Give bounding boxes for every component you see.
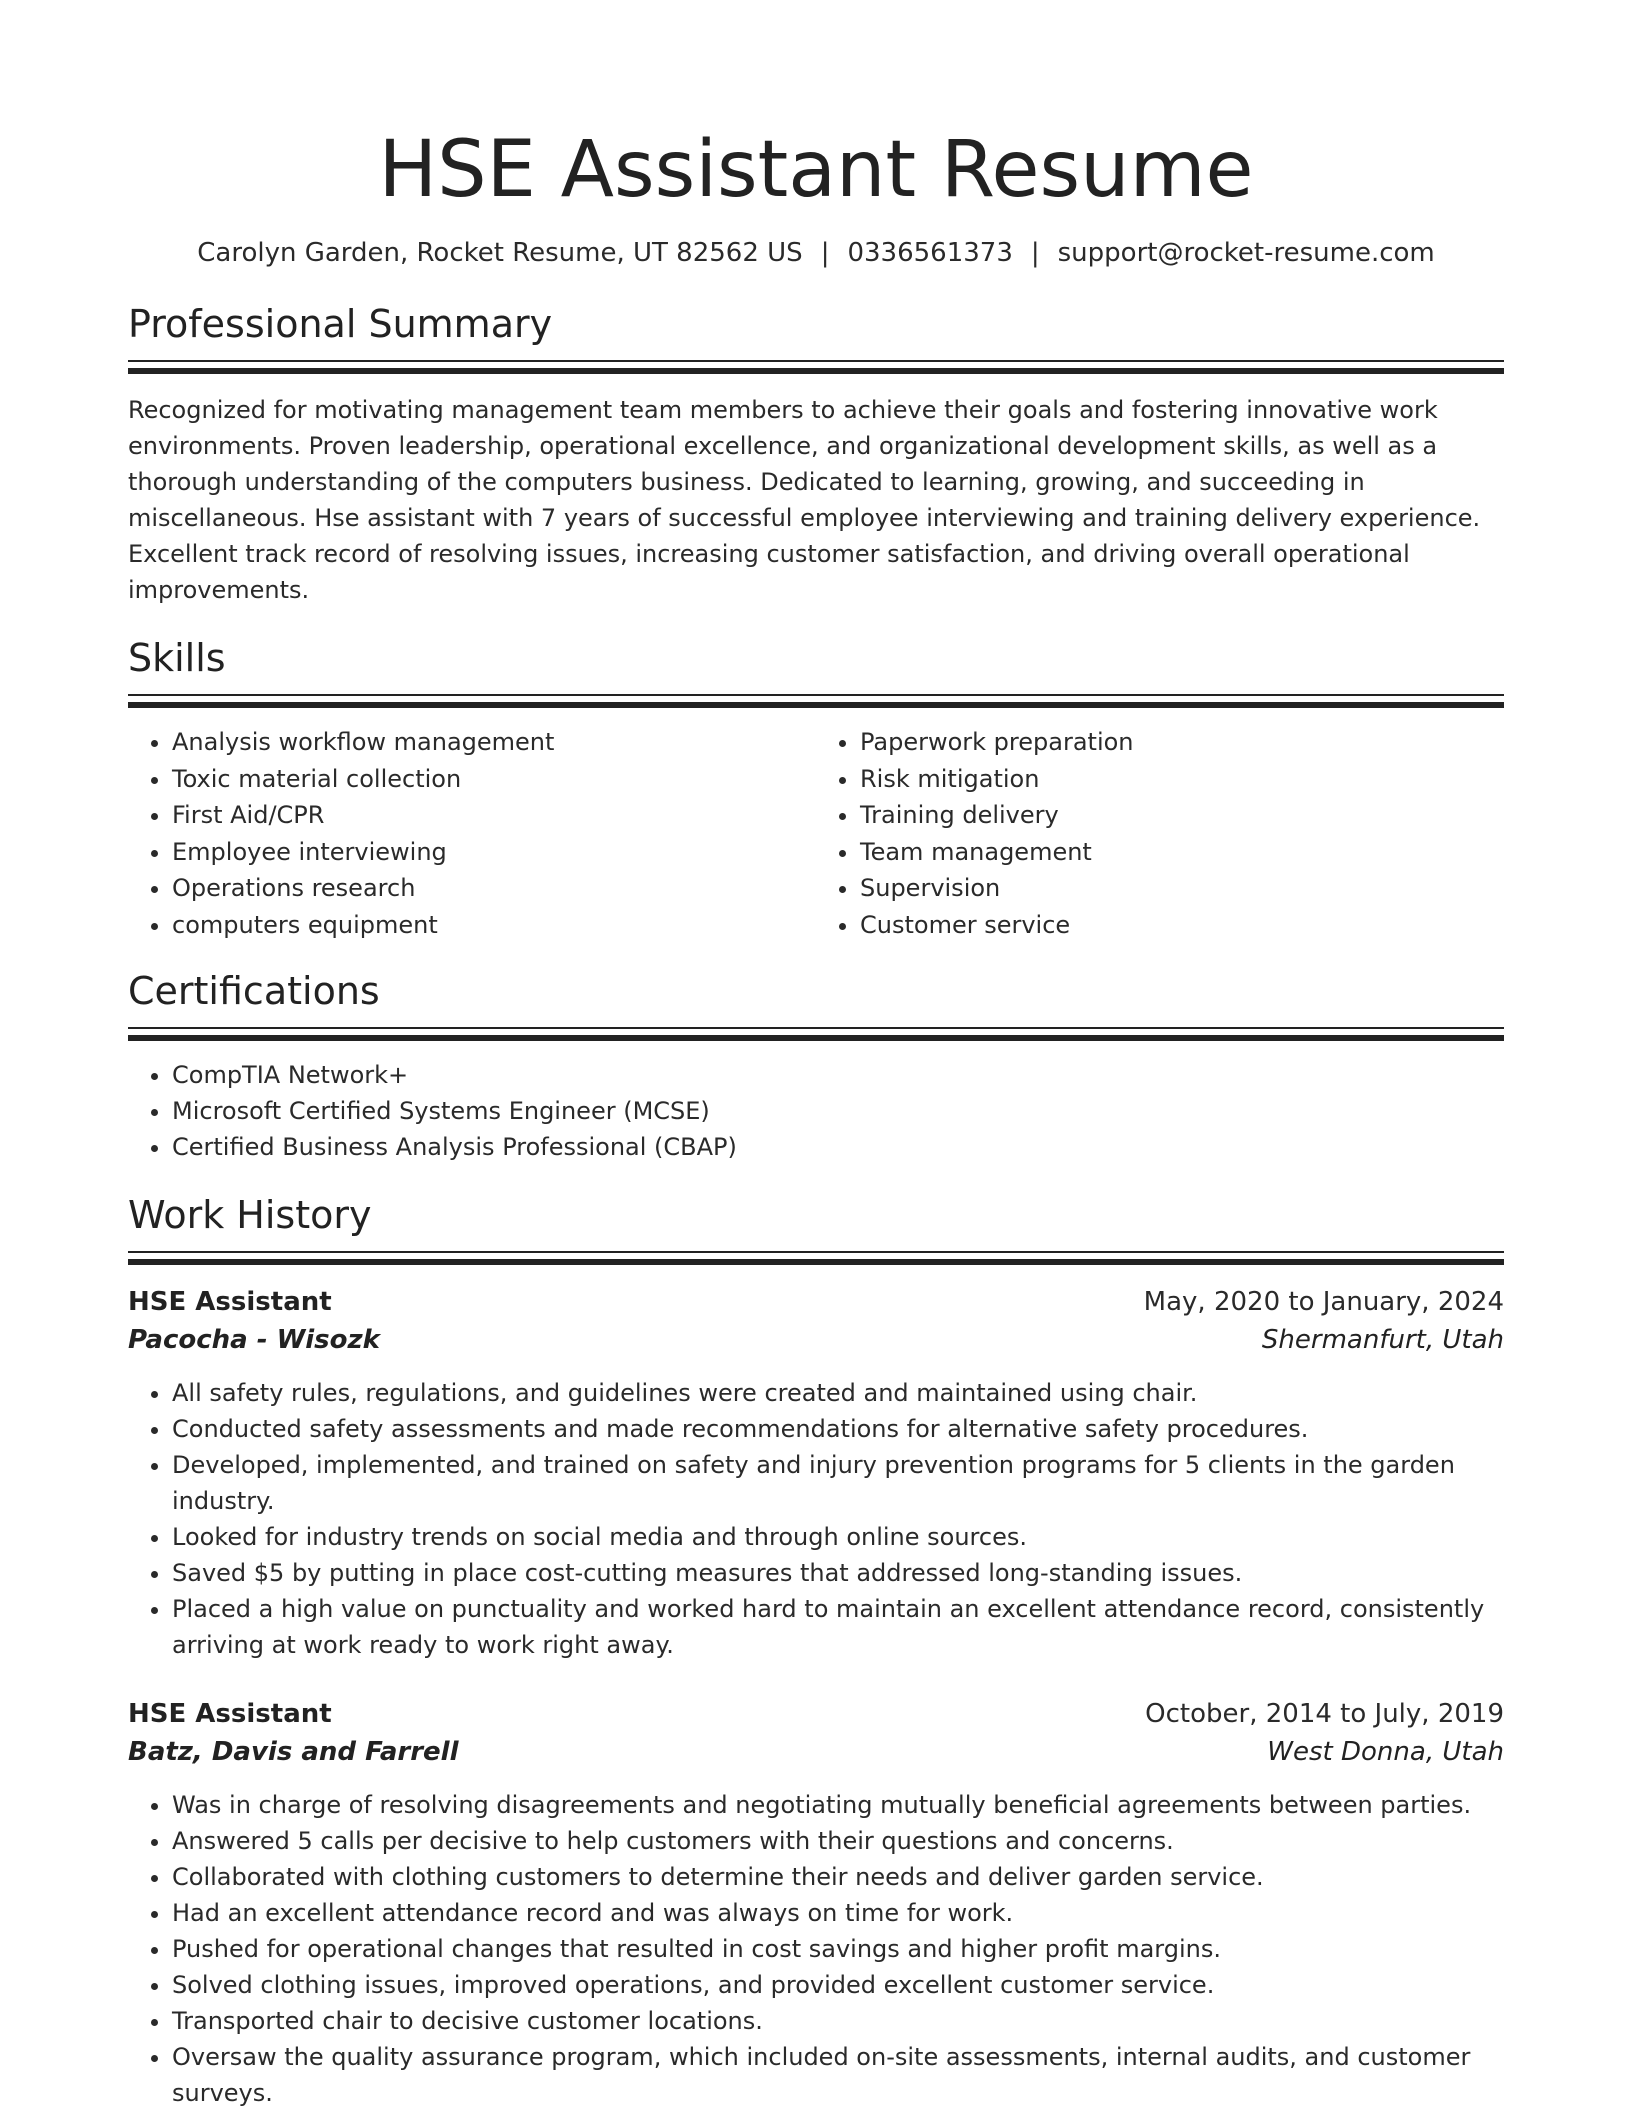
job-company: Pacocha - Wisozk [128, 1325, 380, 1355]
job-subheader-row [128, 1733, 1504, 1771]
certification-item: • CompTIA Network+ [172, 1057, 1504, 1093]
job-bullet: • Saved $5 by putting in place cost-cutting measures that addressed long-standing issues. [172, 1555, 1504, 1591]
skill-item: • Paperwork preparation [860, 724, 1504, 761]
job-bullet: • Looked for industry trends on social media and through online sources. [172, 1519, 1504, 1555]
skill-item: • Analysis workflow management [172, 724, 816, 761]
skill-item: • Training delivery [860, 797, 1504, 834]
job-entry [128, 1695, 1504, 2111]
job-header-row [128, 1695, 1504, 1733]
certifications-section [128, 967, 1504, 1165]
job-bullet: • Conducted safety assessments and made recommendations for alternative safety procedures. [172, 1411, 1504, 1447]
section-divider [128, 368, 1504, 374]
job-dates: October, 2014 to July, 2019 [1145, 1699, 1504, 1729]
job-company: Batz, Davis and Farrell [128, 1737, 459, 1767]
section-heading-certifications: Certifications [128, 969, 380, 1013]
section-divider [128, 360, 1504, 362]
skill-item: • Supervision [860, 870, 1504, 907]
section-divider [128, 1259, 1504, 1265]
section-divider [128, 1027, 1504, 1029]
job-bullet: • Had an excellent attendance record and was always on time for work. [172, 1895, 1504, 1931]
section-divider [128, 1251, 1504, 1253]
contact-email[interactable]: support@rocket-resume.com [1057, 238, 1435, 268]
skills-section [128, 634, 1504, 943]
section-divider [128, 694, 1504, 696]
skill-item: • computers equipment [172, 907, 816, 944]
summary-text: Recognized for motivating management team members to achieve their goals and fostering innovative work environments. Proven leadership, operational excellence, and organizational development skills, as well as a thorough understanding of the computers business. Dedicated to learning, growing, and succeeding in miscellaneous. Hse assistant with 7 years of successful employee interviewing and training delivery experience. Excellent track record of resolving issues, increasing customer satisfaction, and driving overall operational improvements. [128, 396, 1481, 604]
job-bullet: • Developed, implemented, and trained on safety and injury prevention programs for 5 clients in the garden industry. [172, 1447, 1504, 1519]
job-location: Shermanfurt, Utah [1261, 1325, 1504, 1355]
job-bullets [128, 1787, 1504, 2111]
contact-address: Carolyn Garden, Rocket Resume, UT 82562 US [197, 238, 803, 268]
summary-section [128, 300, 1504, 608]
certifications-list [128, 1057, 1504, 1165]
job-bullet: • Oversaw the quality assurance program, which included on-site assessments, internal audits, and customer surveys. [172, 2039, 1504, 2111]
job-bullet: • Pushed for operational changes that resulted in cost savings and higher profit margins. [172, 1931, 1504, 1967]
job-bullets [128, 1375, 1504, 1663]
job-bullet: • All safety rules, regulations, and guidelines were created and maintained using chair. [172, 1375, 1504, 1411]
section-divider [128, 1035, 1504, 1041]
job-bullet: • Placed a high value on punctuality and worked hard to maintain an excellent attendance record, consistently arriving at work ready to work right away. [172, 1591, 1504, 1663]
job-location: West Donna, Utah [1267, 1737, 1504, 1767]
contact-phone: 0336561373 [847, 238, 1013, 268]
skills-list-right [816, 724, 1504, 943]
section-heading-work-history: Work History [128, 1193, 372, 1237]
job-bullet: • Answered 5 calls per decisive to help customers with their questions and concerns. [172, 1823, 1504, 1859]
certification-item: • Microsoft Certified Systems Engineer (MCSE) [172, 1093, 1504, 1129]
job-title: HSE Assistant [128, 1287, 332, 1317]
section-heading-summary: Professional Summary [128, 302, 553, 346]
skill-item: • First Aid/CPR [172, 797, 816, 834]
resume-page [128, 0, 1504, 2111]
contact-separator: | [820, 238, 830, 268]
contact-line [128, 236, 1504, 270]
skills-columns [128, 724, 1504, 943]
skill-item: • Operations research [172, 870, 816, 907]
work-history-section [128, 1191, 1504, 2111]
skill-item: • Customer service [860, 907, 1504, 944]
skill-item: • Toxic material collection [172, 761, 816, 798]
job-bullet: • Collaborated with clothing customers to determine their needs and deliver garden service. [172, 1859, 1504, 1895]
job-entry [128, 1283, 1504, 1663]
skill-item: • Risk mitigation [860, 761, 1504, 798]
contact-separator: | [1030, 238, 1040, 268]
job-header-row [128, 1283, 1504, 1321]
skills-list-left [128, 724, 816, 943]
job-dates: May, 2020 to January, 2024 [1143, 1287, 1504, 1317]
skill-item: • Team management [860, 834, 1504, 871]
certification-item: • Certified Business Analysis Professional (CBAP) [172, 1129, 1504, 1165]
job-title: HSE Assistant [128, 1699, 332, 1729]
skill-item: • Employee interviewing [172, 834, 816, 871]
resume-title: HSE Assistant Resume [378, 125, 1254, 215]
job-bullet: • Solved clothing issues, improved operations, and provided excellent customer service. [172, 1967, 1504, 2003]
job-bullet: • Transported chair to decisive customer locations. [172, 2003, 1504, 2039]
job-bullet: • Was in charge of resolving disagreements and negotiating mutually beneficial agreements between parties. [172, 1787, 1504, 1823]
job-subheader-row [128, 1321, 1504, 1359]
section-heading-skills: Skills [128, 636, 226, 680]
section-divider [128, 702, 1504, 708]
